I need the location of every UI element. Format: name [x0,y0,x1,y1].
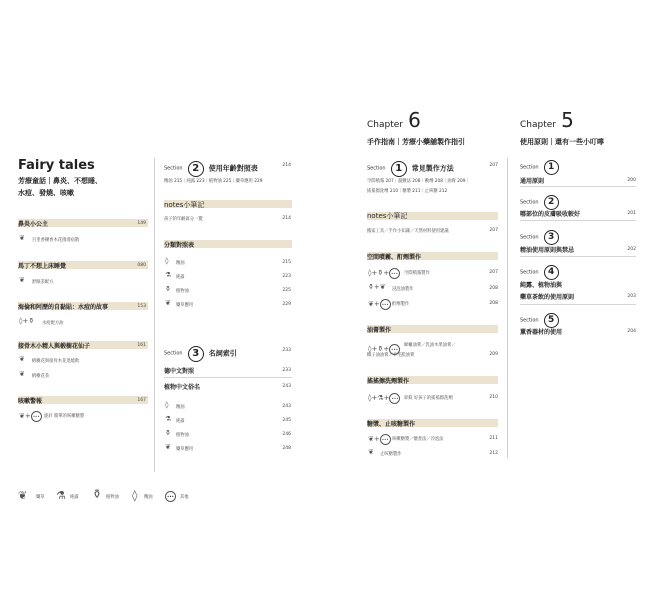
table-row-text[interactable]: 植物油 [176,289,189,294]
index-item[interactable]: 植物中文俗名 [164,384,201,391]
section-number: 1 [391,161,407,177]
index-row-text[interactable]: 純露 [176,419,185,424]
chapter-5-heading: Chapter 5 [520,108,574,132]
section-number: 3 [188,346,204,362]
section-2-line: 精油 215｜純露 223｜植物油 225｜藥草應用 229 [164,179,263,184]
section-page: 203 [627,294,636,299]
index-row-page: 245 [282,418,291,423]
story-page: 161 [137,343,146,348]
dots-icon: ••• [165,491,176,502]
bottle-icon: ⚱ [165,429,171,437]
notes-page: 214 [282,216,291,221]
table-row-text[interactable]: 藥草應用 [176,303,194,308]
index-row-page: 248 [282,446,291,451]
index-row-page: 246 [282,432,291,437]
recipe-page: 212 [489,451,498,456]
recipe-text: 百里香擴香木花園漫宿散 [32,238,80,243]
section-page: 214 [282,163,291,168]
story-page: 167 [137,398,146,403]
index-page: 243 [282,384,291,389]
flask-icon: ⚗ [56,489,66,502]
herb-icon: ❦ [19,276,25,284]
group-label: 油膏製作 [367,327,392,334]
herb-icon: ❦ [19,234,25,242]
fairy-tales-subtitle-2: 水痘、發燒、咳嗽 [18,189,74,197]
story-title[interactable]: 海倫和阿歷的自黏貼：水痘的故事 [18,304,109,311]
section-number: 1 [544,160,559,175]
story-page: 149 [137,221,146,226]
recipe-text: 舒眠茶配方 [32,280,54,285]
left-column [18,158,148,198]
section-number: 5 [544,313,559,328]
section-2-heading[interactable]: Section 2 使用年齡對照表 [164,158,292,177]
table-row-page: 215 [282,260,291,265]
index-row-text[interactable]: 植物油 [176,433,189,438]
recipe-text: 椴樹花與接骨木花退燒飲 [32,359,80,364]
droplet-icon: ◊+⚗+ ••• [368,394,399,402]
section-title[interactable]: 通用原則 [520,178,545,185]
bottle-icon: ⚱ [165,285,171,293]
group-label: 糖漿、止咳糖製作 [367,421,416,428]
ch5-section-1[interactable]: Section 1 [520,157,559,176]
herb-icon: ❦ [19,355,25,363]
fairy-tales-title: Fairy tales [18,158,95,173]
recipe-text[interactable]: 咳嗽糖漿／燉煮法／冷泡法 [392,437,444,442]
section-page: 202 [627,247,636,252]
notes-label: notes小筆記 [164,201,205,209]
index-row-text[interactable]: 精油 [176,405,185,410]
bottle-icon: ⚱+❦ [368,283,386,291]
recipe-text: 椴樹花茶 [32,374,50,379]
droplet-icon: ◊ [165,401,169,409]
chapter-6-heading: Chapter 6 [367,108,421,132]
droplet-icon: ◊+⚱ [19,317,35,325]
ch5-section-4[interactable]: Section 4 [520,262,559,281]
recipe-page: 208 [489,286,498,291]
recipe-text[interactable]: 酊劑製作 [392,302,410,307]
table-row-text[interactable]: 精油 [176,261,185,266]
chapter-6-title: 手作指南｜芳療小藥舖製作指引 [367,138,465,146]
table-row-page: 225 [282,288,291,293]
chapter-5-title: 使用原則｜還有一些小叮嚀 [520,138,604,146]
flask-icon: ⚗ [165,271,172,279]
section-page: 200 [627,178,636,183]
droplet-icon: ◊ [132,489,138,502]
index-row-page: 243 [282,404,291,409]
flask-icon: ⚗ [165,415,172,423]
column-divider [507,158,508,458]
recipe-text[interactable]: 止咳糖製作 [380,452,402,457]
recipe-page: 210 [489,395,498,400]
section-page: 233 [282,348,291,353]
herb-icon: ❦ [368,448,374,456]
section-page: 201 [627,211,636,216]
index-page: 233 [282,368,291,373]
recipe-text[interactable]: 椰子油油膏／羊毛脂油膏 [367,353,415,358]
section-3-heading[interactable]: Section 3 名詞索引 [164,343,292,362]
recipe-page: 207 [489,270,498,275]
column-divider [154,158,155,472]
ch6-section-line: 空間噴霧 207｜濕敷法 208｜敷劑 208｜油膏 209｜ [367,179,470,184]
herb-icon: ❦ [18,489,28,502]
table-row-text[interactable]: 純露 [176,275,185,280]
section-number: 3 [544,230,559,245]
group-label: 空間噴霧、酊劑製作 [367,254,422,261]
notes-label: notes小筆記 [367,212,408,220]
ch6-section-1-heading[interactable]: Section 1 常見製作方法 [367,158,497,177]
section-number: 2 [188,161,204,177]
story-page: 153 [137,304,146,309]
herb-icon: ❦ [19,370,25,378]
index-row-text[interactable]: 藥草應用 [176,447,194,452]
recipe-page: 209 [489,352,498,357]
section-page: 204 [627,329,636,334]
section-title[interactable]: 純露、植物油與 [520,282,563,289]
table-row-page: 229 [282,302,291,307]
section-number: 2 [544,195,559,210]
group-label: 搖搖擦洗劑製作 [367,378,410,385]
story-page: 080 [137,263,146,268]
story-title[interactable]: 咳嗽警報 [18,398,43,405]
recipe-text: 水痘配方油 [42,321,64,326]
ch5-section-3[interactable]: Section 3 [520,227,559,246]
recipe-page: 208 [489,301,498,306]
section-title[interactable]: 哪部位的皮膚吸收較好 [520,211,581,218]
story-title[interactable]: 鼻炎小公主 [18,221,49,228]
ch5-section-2[interactable]: Section 2 [520,192,559,211]
herb-icon: ❦+ ••• [368,300,389,308]
legend: ❦ 藥草 ⚗ 純露 ⚱ 植物油 ◊ 精油 ••• 其他 [18,487,189,502]
herb-icon: ❦ [165,299,171,307]
table-label: 分類對照表 [164,242,195,249]
recipe-text[interactable]: 浸泡油製作 [392,287,414,292]
notes-text: 孩子的年齡區分一覽 [164,217,203,222]
index-item[interactable]: 德中文對照 [164,368,195,375]
notes-page: 207 [489,228,498,233]
recipe-text: 旋針 簡單的咳嗽糖漿 [44,414,85,419]
ch6-section-line: 搖搖擦洗劑 210｜糖漿 211｜止咳糖 212 [367,189,448,194]
story-title[interactable]: 接骨木小精人與椴樹花仙子 [18,343,91,350]
section-number: 4 [544,265,559,280]
herb-icon: ❦ [165,443,171,451]
section-title[interactable]: 藥草茶飲的使用原則 [520,294,575,301]
recipe-page: 211 [489,436,498,441]
droplet-icon: ◊ [165,257,169,265]
herb-icon: ❦+ ••• [368,435,389,443]
ch5-section-5[interactable]: Section 5 [520,310,559,329]
notes-text: 搬家工具／手作小知識／天然材料使用建議 [367,229,449,234]
bottle-icon: ⚱ [92,487,103,501]
recipe-text[interactable]: 蜂蠟油膏／乳油木果油膏／ [404,343,456,348]
recipe-text[interactable]: 鋅錠 好孩子的搖搖擦洗劑 [404,396,453,401]
section-page: 207 [489,163,498,168]
herb-icon: ❦+ ••• [19,412,40,420]
droplet-icon: ◊+⚱+ ••• [368,269,399,277]
droplet-icon: ◊+⚱+ ••• [368,345,399,353]
story-title[interactable]: 馬丁不想上床睡覺 [18,263,67,270]
recipe-text[interactable]: 空間噴霧製作 [404,271,430,276]
section-title[interactable]: 薰香器材的使用 [520,329,563,336]
table-row-page: 223 [282,274,291,279]
section-title[interactable]: 精油使用原則與禁忌 [520,247,575,254]
fairy-tales-subtitle-1: 芳療童話｜鼻炎、不想睡、 [18,177,102,185]
